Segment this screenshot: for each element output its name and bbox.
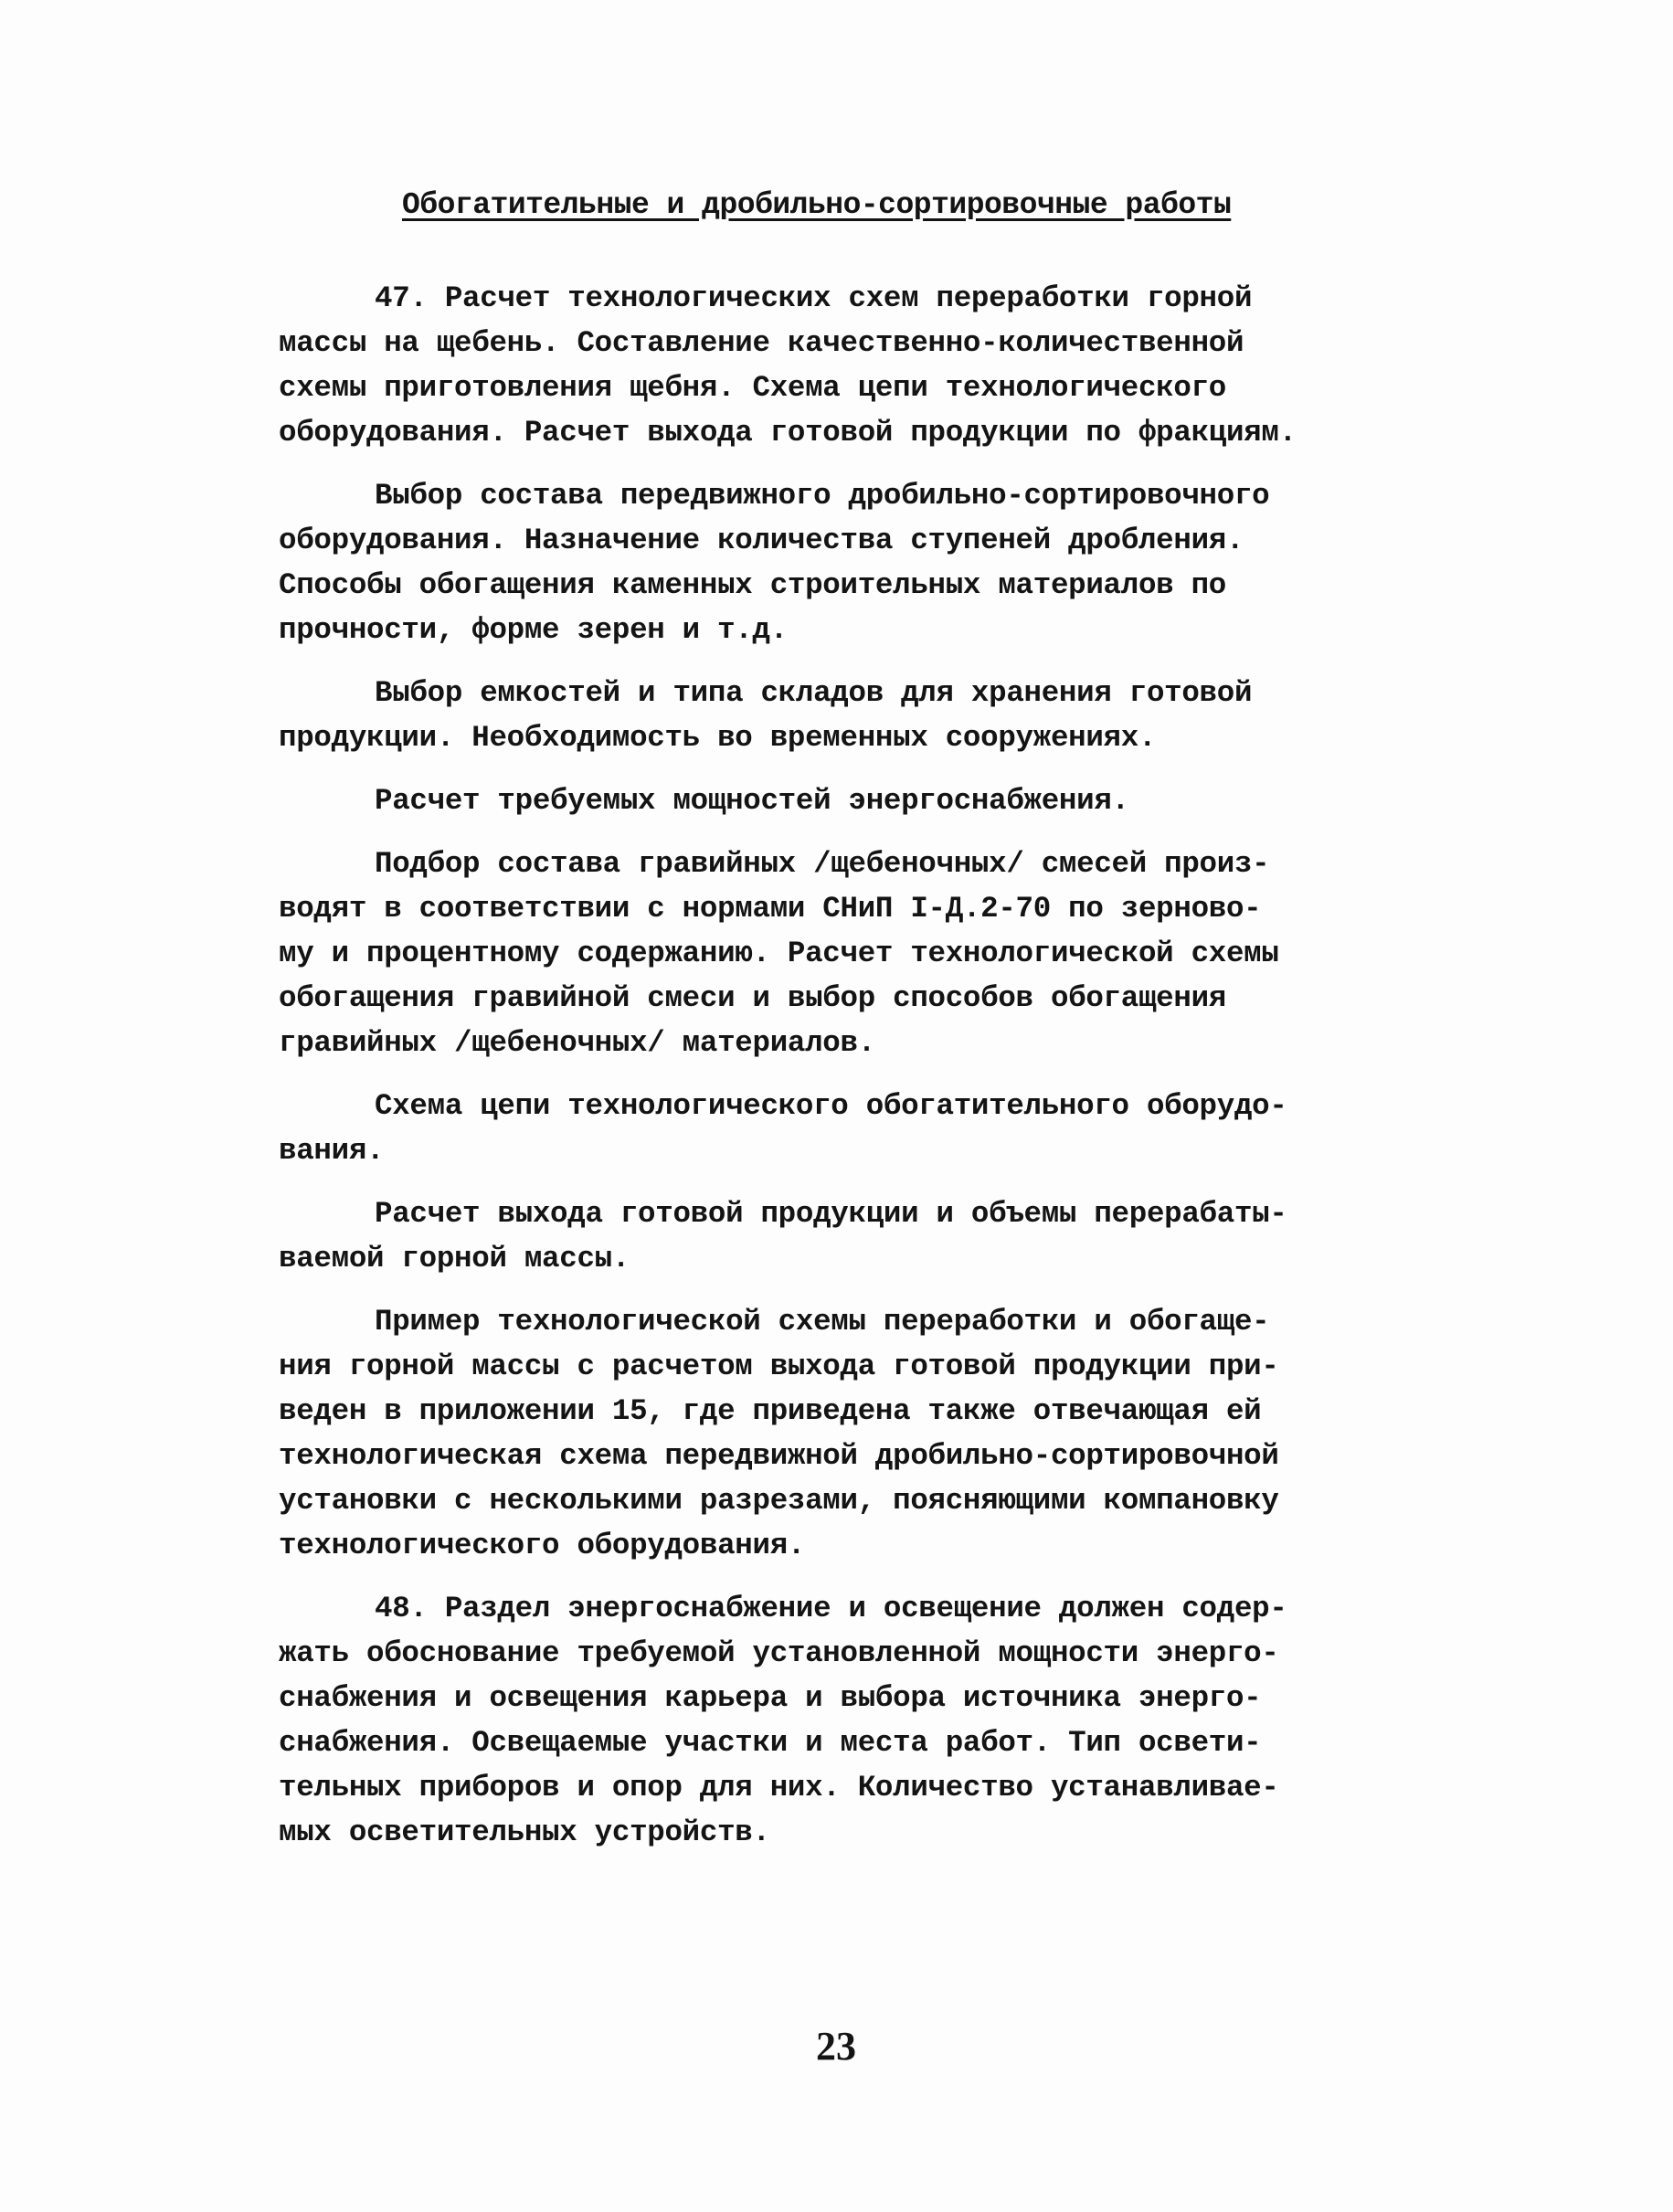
paragraph-example-scheme [279,1299,1375,1568]
text-line: Способы обогащения каменных строительных материалов по [279,568,1226,602]
document-body [279,276,1375,1873]
paragraph-output-calculation [279,1191,1375,1281]
text-line: оборудования. Расчет выхода готовой продукции по фракциям. [279,416,1297,450]
text-line: му и процентному содержанию. Расчет технологической схемы [279,937,1279,970]
text-line: Выбор емкостей и типа складов для хранения готовой [375,676,1253,710]
text-line: Пример технологической схемы переработки и обогаще- [375,1305,1270,1339]
paragraph-47 [279,276,1375,455]
text-line: снабжения. Освещаемые участки и места работ. Тип освети- [279,1726,1262,1760]
text-line: вания. [279,1134,385,1168]
text-line: 48. Раздел энергоснабжение и освещение должен содер- [375,1592,1287,1625]
text-line: тельных приборов и опор для них. Количество устанавливае- [279,1771,1279,1805]
text-line: ваемой горной массы. [279,1242,630,1275]
text-line: продукции. Необходимость во временных сооружениях. [279,721,1157,755]
paragraph-equipment-chain [279,1084,1375,1173]
paragraph-gravel-mix [279,841,1375,1065]
text-line: схемы приготовления щебня. Схема цепи технологического [279,371,1226,405]
text-line: мых осветительных устройств. [279,1815,770,1849]
text-line: снабжения и освещения карьера и выбора источника энерго- [279,1681,1262,1715]
text-line: технологического оборудования. [279,1529,806,1562]
text-line: Расчет требуемых мощностей энергоснабжения. [375,784,1129,818]
paragraph-storage-choice [279,671,1375,760]
text-line: массы на щебень. Составление качественно-количественной [279,326,1244,360]
text-line: жать обоснование требуемой установленной мощности энерго- [279,1636,1279,1670]
text-line: веден в приложении 15, где приведена также отвечающая ей [279,1394,1262,1428]
text-line: технологическая схема передвижной дробильно-сортировочной [279,1439,1279,1473]
text-line: Подбор состава гравийных /щебеночных/ смесей произ- [375,847,1270,881]
paragraph-48 [279,1586,1375,1855]
text-line: установки с несколькими разрезами, поясняющими компановку [279,1484,1279,1518]
text-line: Выбор состава передвижного дробильно-сортировочного [375,479,1270,513]
text-line: гравийных /щебеночных/ материалов. [279,1026,875,1060]
text-line: Схема цепи технологического обогатительного оборудо- [375,1089,1287,1123]
paragraph-equipment-choice [279,473,1375,652]
text-line: обогащения гравийной смеси и выбор способов обогащения [279,981,1226,1015]
text-line: водят в соответствии с нормами СНиП I-Д.2-70 по зерново- [279,892,1262,926]
text-line: Расчет выхода готовой продукции и объемы перерабаты- [375,1197,1287,1231]
paragraph-power-calculation [279,778,1375,823]
section-title: Обогатительные и дробильно-сортировочные работы [402,188,1232,222]
text-line: оборудования. Назначение количества ступеней дробления. [279,524,1244,557]
text-line: прочности, форме зерен и т.д. [279,613,788,647]
text-line: 47. Расчет технологических схем переработки горной [375,281,1253,315]
page-number: 23 [816,2024,856,2069]
text-line: ния горной массы с расчетом выхода готовой продукции при- [279,1349,1279,1383]
